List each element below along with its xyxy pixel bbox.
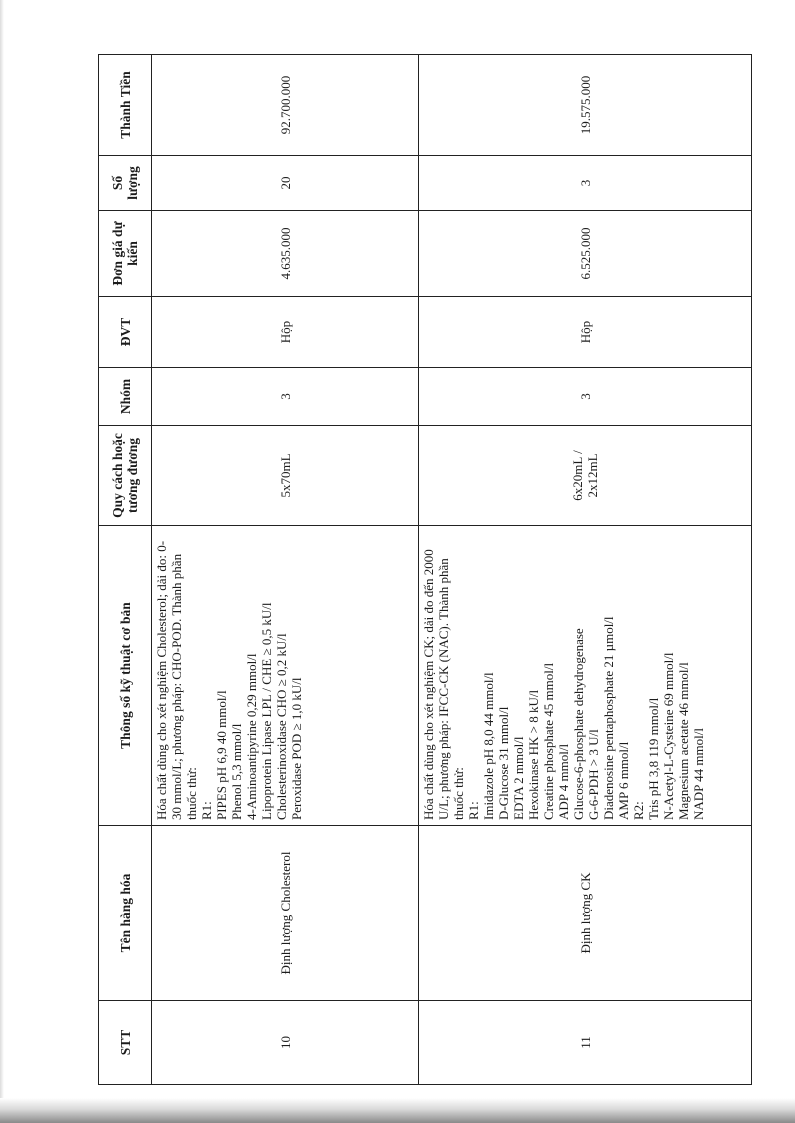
- cell-name: Định lượng Cholesterol: [152, 826, 419, 1001]
- cell-name: Định lượng CK: [419, 826, 752, 1001]
- spec-line: Magnesium acetate 46 mmol/l: [676, 662, 691, 820]
- cell-unit: Hộp: [419, 297, 752, 368]
- header-group: Nhóm: [99, 368, 152, 426]
- scan-shadow-bottom: [0, 1098, 795, 1123]
- cell-group: 3: [152, 368, 419, 426]
- spec-line: AMP 6 mmol/l: [616, 741, 631, 820]
- cell-pack: 5x70mL: [152, 426, 419, 526]
- rotated-page: [98, 55, 748, 1085]
- cell-stt: 10: [152, 1001, 419, 1085]
- cell-price: 4.635.000: [152, 211, 419, 297]
- spec-line: Imidazole pH 8,0 44 mmol/l: [481, 672, 496, 820]
- scan-shadow-left: [0, 0, 4, 1123]
- spec-line: Lipoprotein Lipase LPL / CHE ≥ 0,5 kU/l: [259, 602, 274, 820]
- cell-price: 6.525.000: [419, 211, 752, 297]
- spec-line: EDTA 2 mmol/l: [511, 736, 526, 820]
- table-row: [419, 55, 752, 1085]
- cell-qty: 20: [152, 156, 419, 211]
- spec-line: PIPES pH 6,9 40 mmol/l: [214, 690, 229, 820]
- table-row: [152, 55, 419, 1085]
- cell-group: 3: [419, 368, 752, 426]
- spec-line: Creatine phosphate 45 mmol/l: [541, 662, 556, 820]
- cell-stt: 11: [419, 1001, 752, 1085]
- header-unit: ĐVT: [99, 297, 152, 368]
- spec-line: Peroxidase POD ≥ 1,0 kU/l: [289, 677, 304, 820]
- cell-spec: [152, 526, 419, 826]
- spec-line: Phenol 5,3 mmol/l: [229, 723, 244, 820]
- cell-total: 92.700.000: [152, 55, 419, 156]
- spec-line: Tris pH 3,8 119 mmol/l: [646, 697, 661, 820]
- cell-qty: 3: [419, 156, 752, 211]
- header-row: [99, 55, 152, 1085]
- header-pack: Quy cách hoặc tương đương: [99, 426, 152, 526]
- header-stt: STT: [99, 1001, 152, 1085]
- header-qty: Số lượng: [99, 156, 152, 211]
- spec-line: NADP 44 mmol/l: [691, 728, 706, 820]
- spec-line: R1:: [199, 801, 214, 820]
- header-price: Đơn giá dự kiến: [99, 211, 152, 297]
- spec-line: Hexokinase HK > 8 kU/l: [526, 689, 541, 820]
- cell-spec: [419, 526, 752, 826]
- spec-line: G-6-PDH > 3 U/l: [586, 729, 601, 820]
- cell-unit: Hộp: [152, 297, 419, 368]
- cell-total: 19.575.000: [419, 55, 752, 156]
- cell-pack: 6x20mL / 2x12mL: [419, 426, 752, 526]
- spec-line: R2:: [631, 801, 646, 820]
- spec-line: D-Glucose 31 mmol/l: [496, 706, 511, 820]
- header-name: Tên hàng hóa: [99, 826, 152, 1001]
- spec-line: Cholesterinoxidase CHO ≥ 0,2 kU/l: [274, 633, 289, 820]
- spec-line: Hóa chất dùng cho xét nghiệm Cholesterol; dải đo: 0-30 mmol/L; phương pháp: CHO-POD. Thành phần thuốc thử:: [154, 540, 199, 820]
- header-total: Thành Tiền: [99, 55, 152, 156]
- spec-line: Diadenosine pentaphosphate 21 µmol/l: [601, 616, 616, 820]
- spec-line: Glucose-6-phosphate dehydrogenase: [571, 628, 586, 820]
- spec-line: 4-Aminoantipyrine 0,29 mmol/l: [244, 653, 259, 820]
- spec-line: Hóa chất dùng cho xét nghiệm CK; dải đo đến 2000 U/L; phương pháp: IFCC-CK (NAC). Thành phần thuốc thử:: [421, 549, 466, 820]
- spec-line: ADP 4 mmol/l: [556, 743, 571, 820]
- spec-line: R1:: [466, 801, 481, 820]
- procurement-table: [98, 54, 752, 1085]
- header-spec: Thông số kỹ thuật cơ bản: [99, 526, 152, 826]
- spec-line: N-Acetyl-L-Cysteine 69 mmol/l: [661, 652, 676, 820]
